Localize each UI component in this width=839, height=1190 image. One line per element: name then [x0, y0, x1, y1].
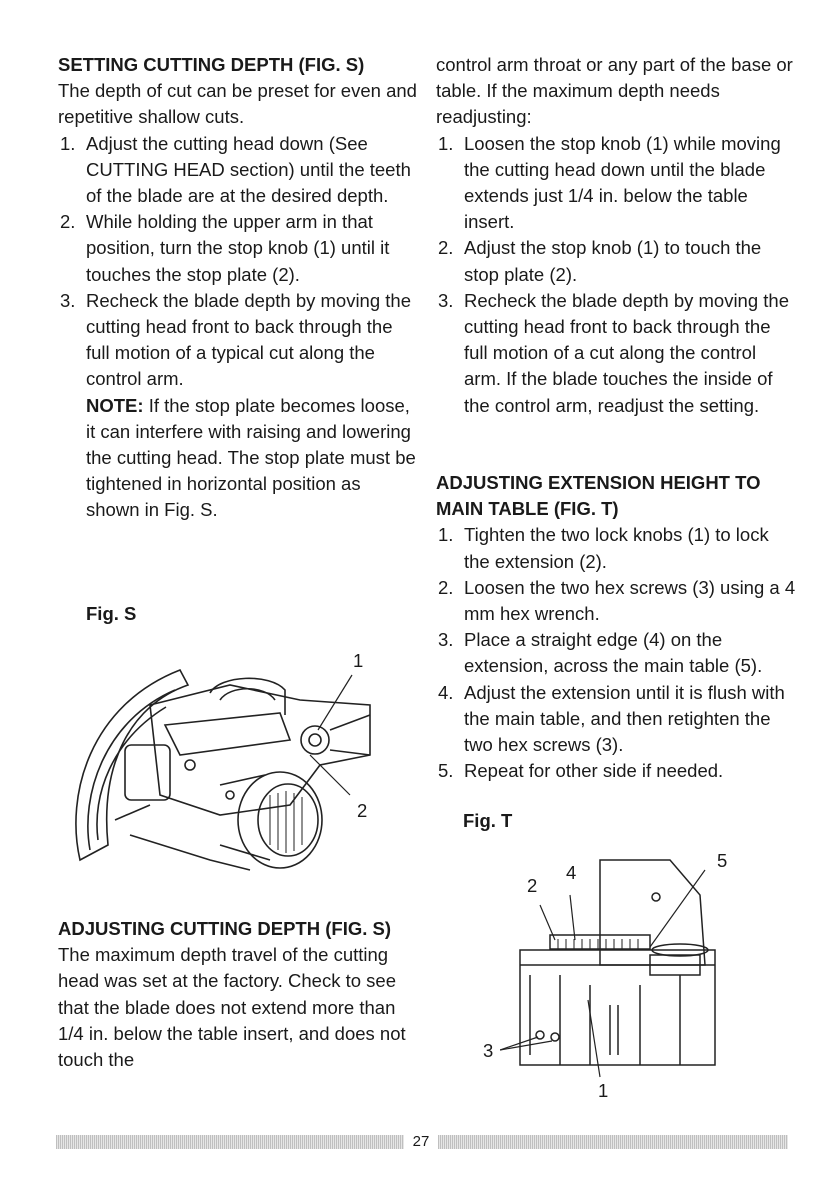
fig-s-illustration: [70, 645, 400, 875]
setting-intro: The depth of cut can be preset for even and repetitive shallow cuts.: [58, 80, 417, 128]
depth-steps-list: [436, 131, 798, 419]
fig-t-callout-1: 1: [598, 1080, 609, 1101]
list-item: 3. Recheck the blade depth by moving the cutting head front to back through the full motion of a cut along the control arm. If the blade touches the inside of the control arm, readjust the setting.: [438, 289, 789, 416]
extension-steps-list: [436, 522, 798, 784]
adjusting-cutting-depth-section: [58, 916, 418, 1073]
list-item: 1. Tighten the two lock knobs (1) to lock the extension (2).: [438, 524, 769, 572]
fig-t-callout-5: 5: [717, 850, 728, 871]
list-item: 3. Recheck the blade depth by moving the cutting head front to back through the full motion of a typical cut along the control arm. NOTE: If the stop plate becomes loose, it can interfere with raising and lowering the cutting head. The stop plate must be tightened in horizontal position as shown in Fig. S.: [60, 289, 416, 521]
list-item: 5. Repeat for other side if needed.: [438, 760, 724, 782]
note-text: If the stop plate becomes loose, it can interfere with raising and lowering the cutting head. The stop plate must be tightened in horizontal position as shown in Fig. S.: [86, 394, 416, 521]
page-number: 27: [412, 1133, 430, 1150]
adjusting-cutting-depth-heading: ADJUSTING CUTTING DEPTH (FIG. S): [58, 918, 391, 939]
right-column: [436, 52, 798, 419]
list-item: 1. Loosen the stop knob (1) while moving the cutting head down until the blade extends just 1/4 in. below the table insert.: [438, 132, 781, 233]
fig-t-callout-4: 4: [566, 862, 577, 883]
left-column: [58, 52, 418, 524]
list-item: 2. While holding the upper arm in that position, turn the stop knob (1) until it touches the stop plate (2).: [60, 211, 390, 285]
fig-s-callout-2: 2: [357, 800, 368, 821]
list-item: 4. Adjust the extension until it is flush with the main table, and then retighten the two hex screws (3).: [438, 681, 785, 756]
fig-t-label: Fig. T: [463, 810, 513, 831]
footer-bar-left: [56, 1135, 404, 1149]
fig-s-label: Fig. S: [86, 603, 137, 624]
list-item: 2. Adjust the stop knob (1) to touch the stop plate (2).: [438, 237, 762, 285]
fig-t-callout-3: 3: [483, 1040, 494, 1061]
setting-cutting-depth-heading: SETTING CUTTING DEPTH (FIG. S): [58, 54, 365, 75]
extension-height-heading: ADJUSTING EXTENSION HEIGHT TO MAIN TABLE (FIG. T): [436, 472, 761, 520]
fig-s-callout-1: 1: [353, 650, 364, 671]
list-item: 3. Place a straight edge (4) on the extension, across the main table (5).: [438, 629, 763, 677]
list-item: 2. Loosen the two hex screws (3) using a 4 mm hex wrench.: [438, 576, 796, 625]
setting-steps-list: [58, 131, 418, 524]
footer-bar-right: [438, 1135, 788, 1149]
note-label: NOTE:: [86, 394, 144, 416]
fig-t-callout-2: 2: [527, 875, 538, 896]
list-item: 1. Adjust the cutting head down (See CUTTING HEAD section) until the teeth of the blade are at the desired depth.: [60, 132, 411, 207]
adjusting-intro: The maximum depth travel of the cutting head was set at the factory. Check to see that the blade does not extend more than 1/4 in. below the table insert, and does not touch the: [58, 944, 406, 1071]
continued-text: control arm throat or any part of the base or table. If the maximum depth needs readjusting:: [436, 54, 793, 128]
extension-height-section: [436, 470, 798, 784]
